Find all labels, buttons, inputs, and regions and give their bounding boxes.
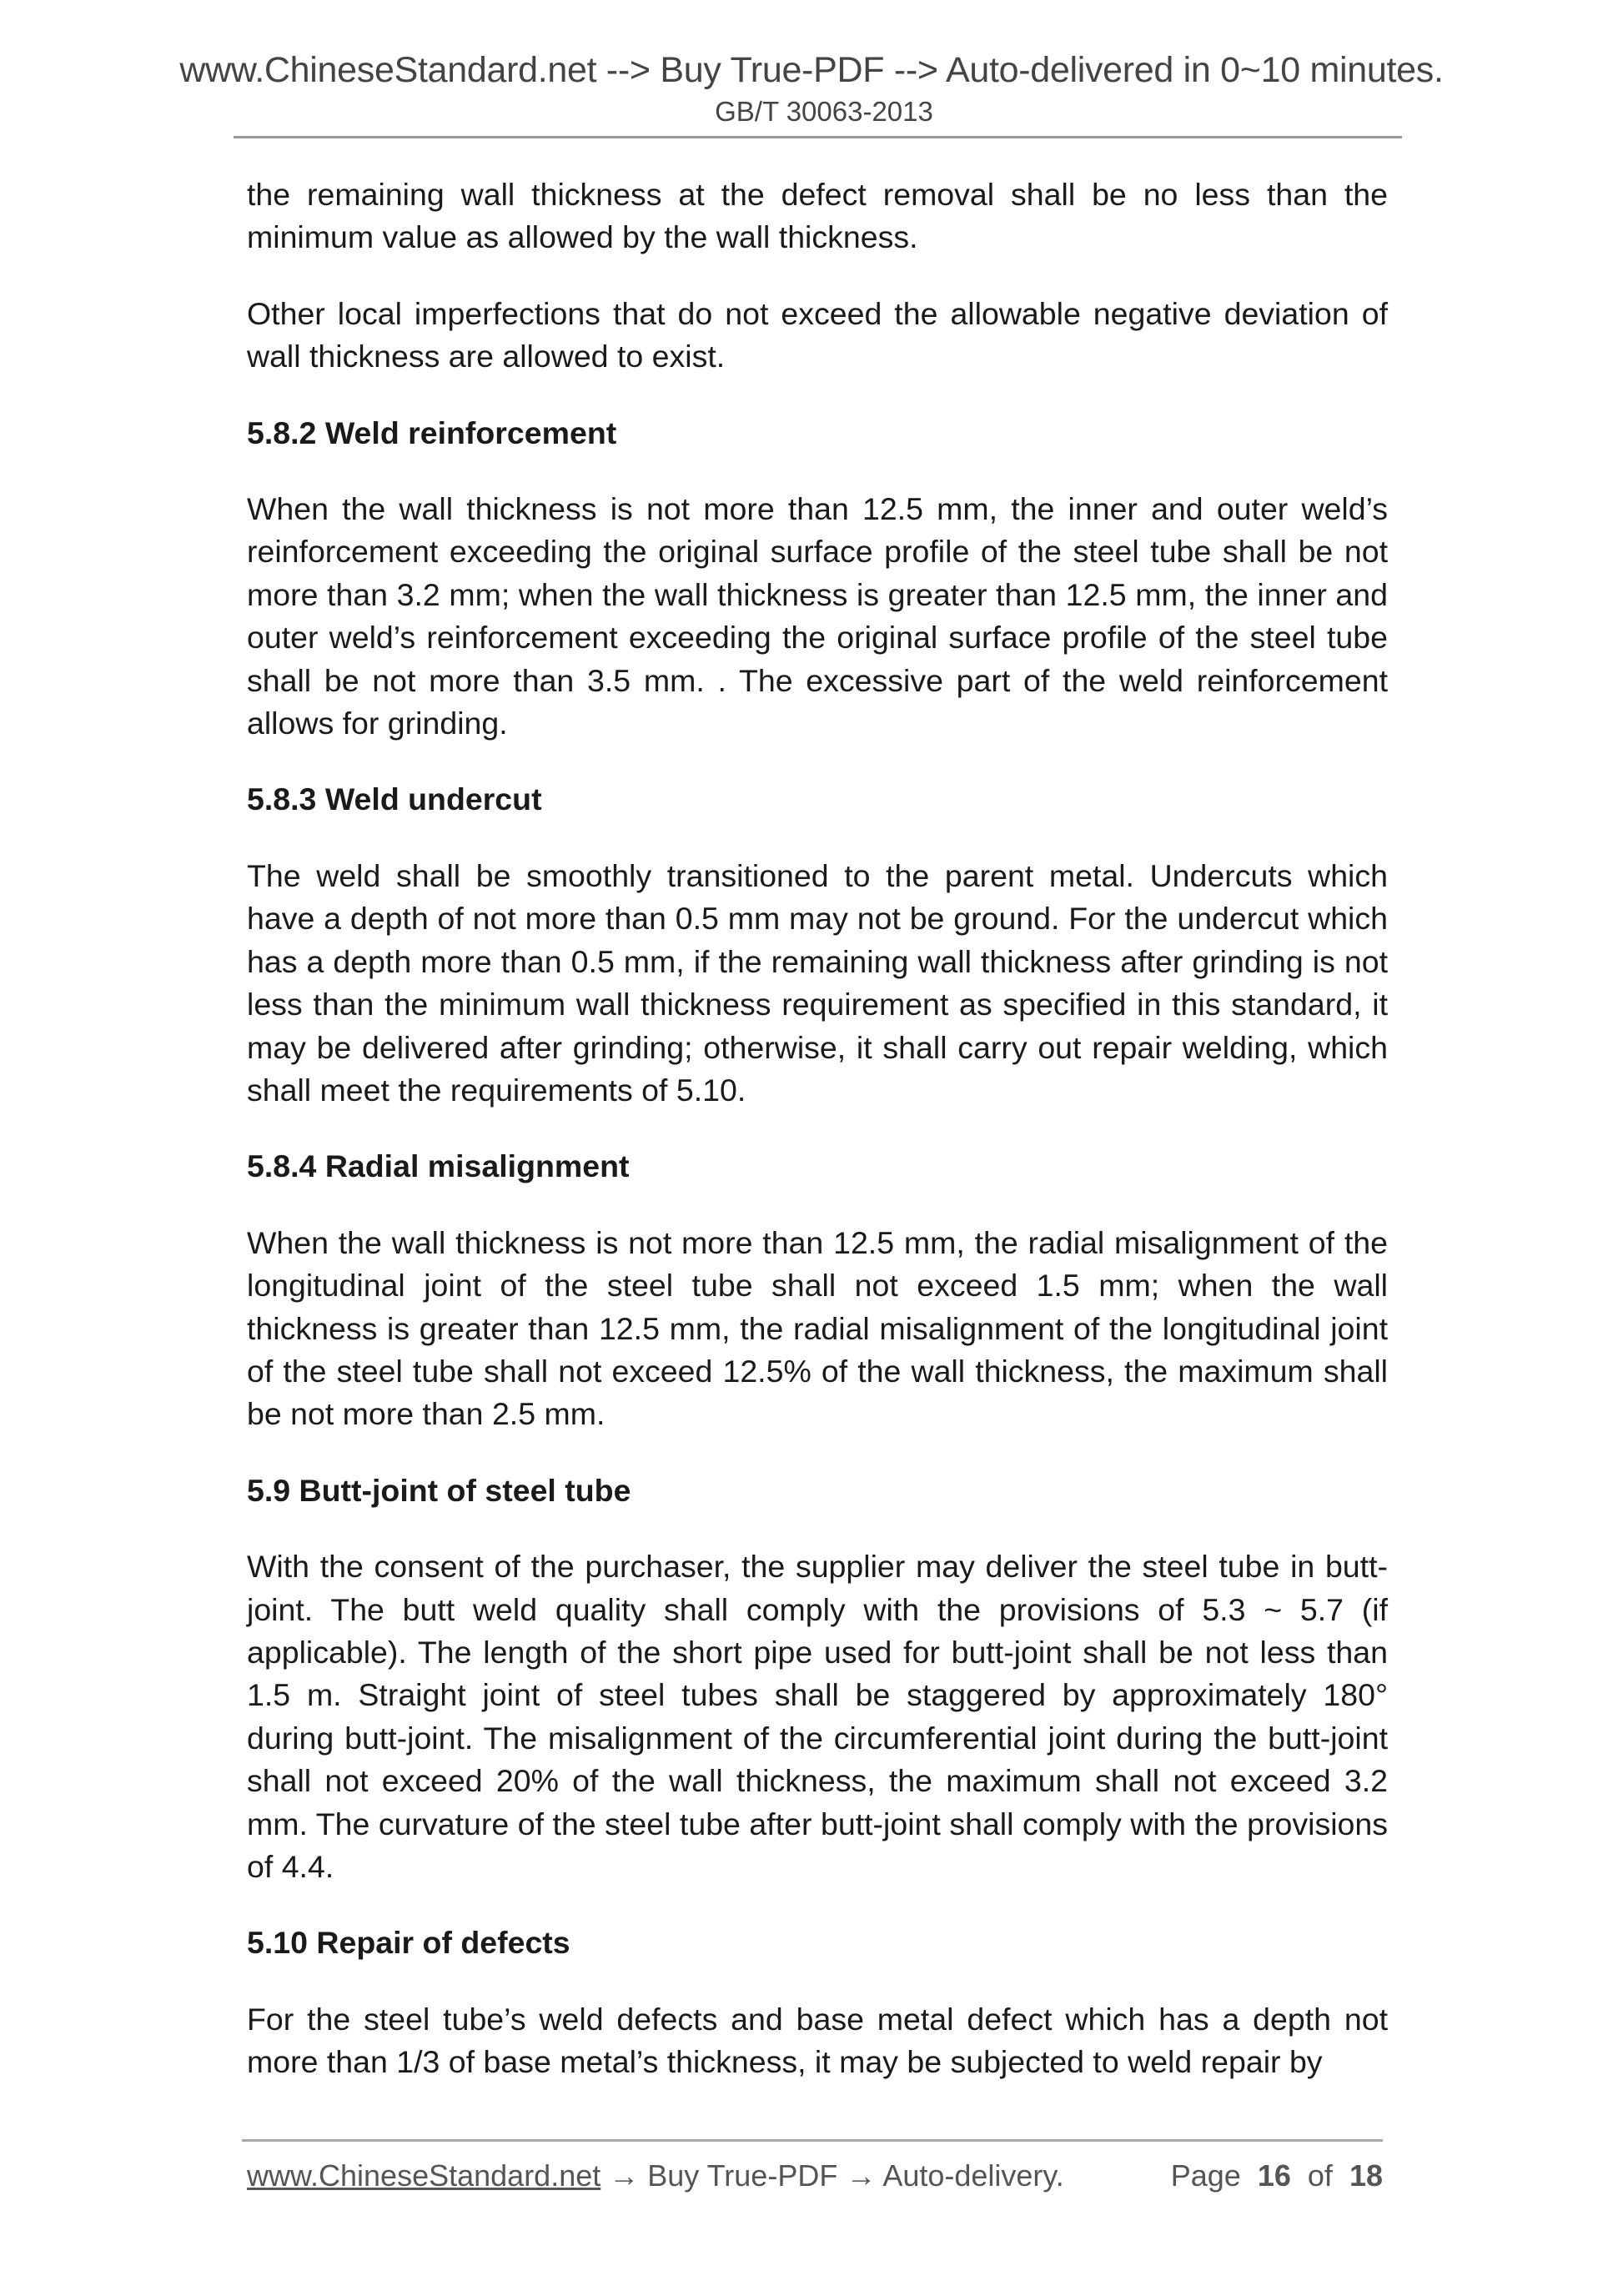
paragraph: For the steel tube’s weld defects and base metal defect which has a depth not more than 1/3 of base metal’s thickness, it may be subjected to weld repair by — [247, 2001, 1388, 2080]
paragraph: When the wall thickness is not more than 12.5 mm, the radial misalignment of the longitudinal joint of the steel tube shall not exceed 1.5 mm; when the wall thickness is greater than 12.5 mm, the radial misalignment of the longitudinal joint of the steel tube shall not exceed 12.5% of the wall thickness, the maximum shall be not more than 2.5 mm. — [247, 1224, 1388, 1432]
standard-code: GB/T 30063-2013 — [715, 96, 933, 127]
page-current: 16 — [1257, 2158, 1291, 2193]
header-divider — [234, 136, 1402, 138]
footer-left — [247, 2158, 1064, 2193]
site-link[interactable]: www.ChineseStandard.net — [247, 2158, 601, 2193]
paragraph: The weld shall be smoothly transitioned to the parent metal. Undercuts which have a depth of not more than 0.5 mm may not be ground. For the undercut which has a depth more than 0.5 mm, if the remaining wall thickness after grinding is not less than the minimum wall thickness requirement as specified in this standard, it may be delivered after grinding; otherwise, it shall carry out repair welding, which shall meet the requirements of 5.10. — [247, 857, 1388, 1108]
section-heading: 5.8.3 Weld undercut — [247, 781, 542, 817]
paragraph: When the wall thickness is not more than 12.5 mm, the inner and outer weld’s reinforcement exceeding the original surface profile of the steel tube shall be not more than 3.2 mm; when the wall thickness is greater than 12.5 mm, the inner and outer weld’s reinforcement exceeding the original surface profile of the steel tube shall be not more than 3.5 mm. . The excessive part of the weld reinforcement allows for grinding. — [247, 491, 1388, 741]
page-total: 18 — [1349, 2158, 1383, 2193]
paragraph: the remaining wall thickness at the defect removal shall be no less than the minimum value as allowed by the wall thickness. — [247, 177, 1388, 255]
page-indicator — [1171, 2158, 1383, 2193]
header-banner: www.ChineseStandard.net --> Buy True-PDF --> Auto-delivered in 0~10 minutes. — [179, 50, 1444, 90]
section-heading: 5.8.2 Weld reinforcement — [247, 414, 617, 450]
document-body — [247, 173, 1388, 2118]
section-heading: 5.10 Repair of defects — [247, 1925, 570, 1961]
footer — [247, 2158, 1383, 2193]
footer-tagline: → Buy True-PDF → Auto-delivery. — [600, 2158, 1064, 2193]
footer-divider — [242, 2139, 1383, 2142]
paragraph: Other local imperfections that do not exceed the allowable negative deviation of wall thickness are allowed to exist. — [247, 295, 1388, 374]
section-heading: 5.8.4 Radial misalignment — [247, 1148, 630, 1184]
of-label: of — [1307, 2158, 1333, 2193]
page-label: Page — [1170, 2158, 1241, 2193]
section-heading: 5.9 Butt-joint of steel tube — [247, 1472, 631, 1508]
paragraph: With the consent of the purchaser, the supplier may deliver the steel tube in butt-joint. The butt weld quality shall comply with the provisions of 5.3 ~ 5.7 (if applicable). The length of the short pipe used for butt-joint shall be not less than 1.5 m. Straight joint of steel tubes shall be staggered by approximately 180° during butt-joint. The misalignment of the circumferential joint during the butt-joint shall not exceed 20% of the wall thickness, the maximum shall not exceed 3.2 mm. The curvature of the steel tube after butt-joint shall comply with the provisions of 4.4. — [247, 1549, 1388, 1884]
